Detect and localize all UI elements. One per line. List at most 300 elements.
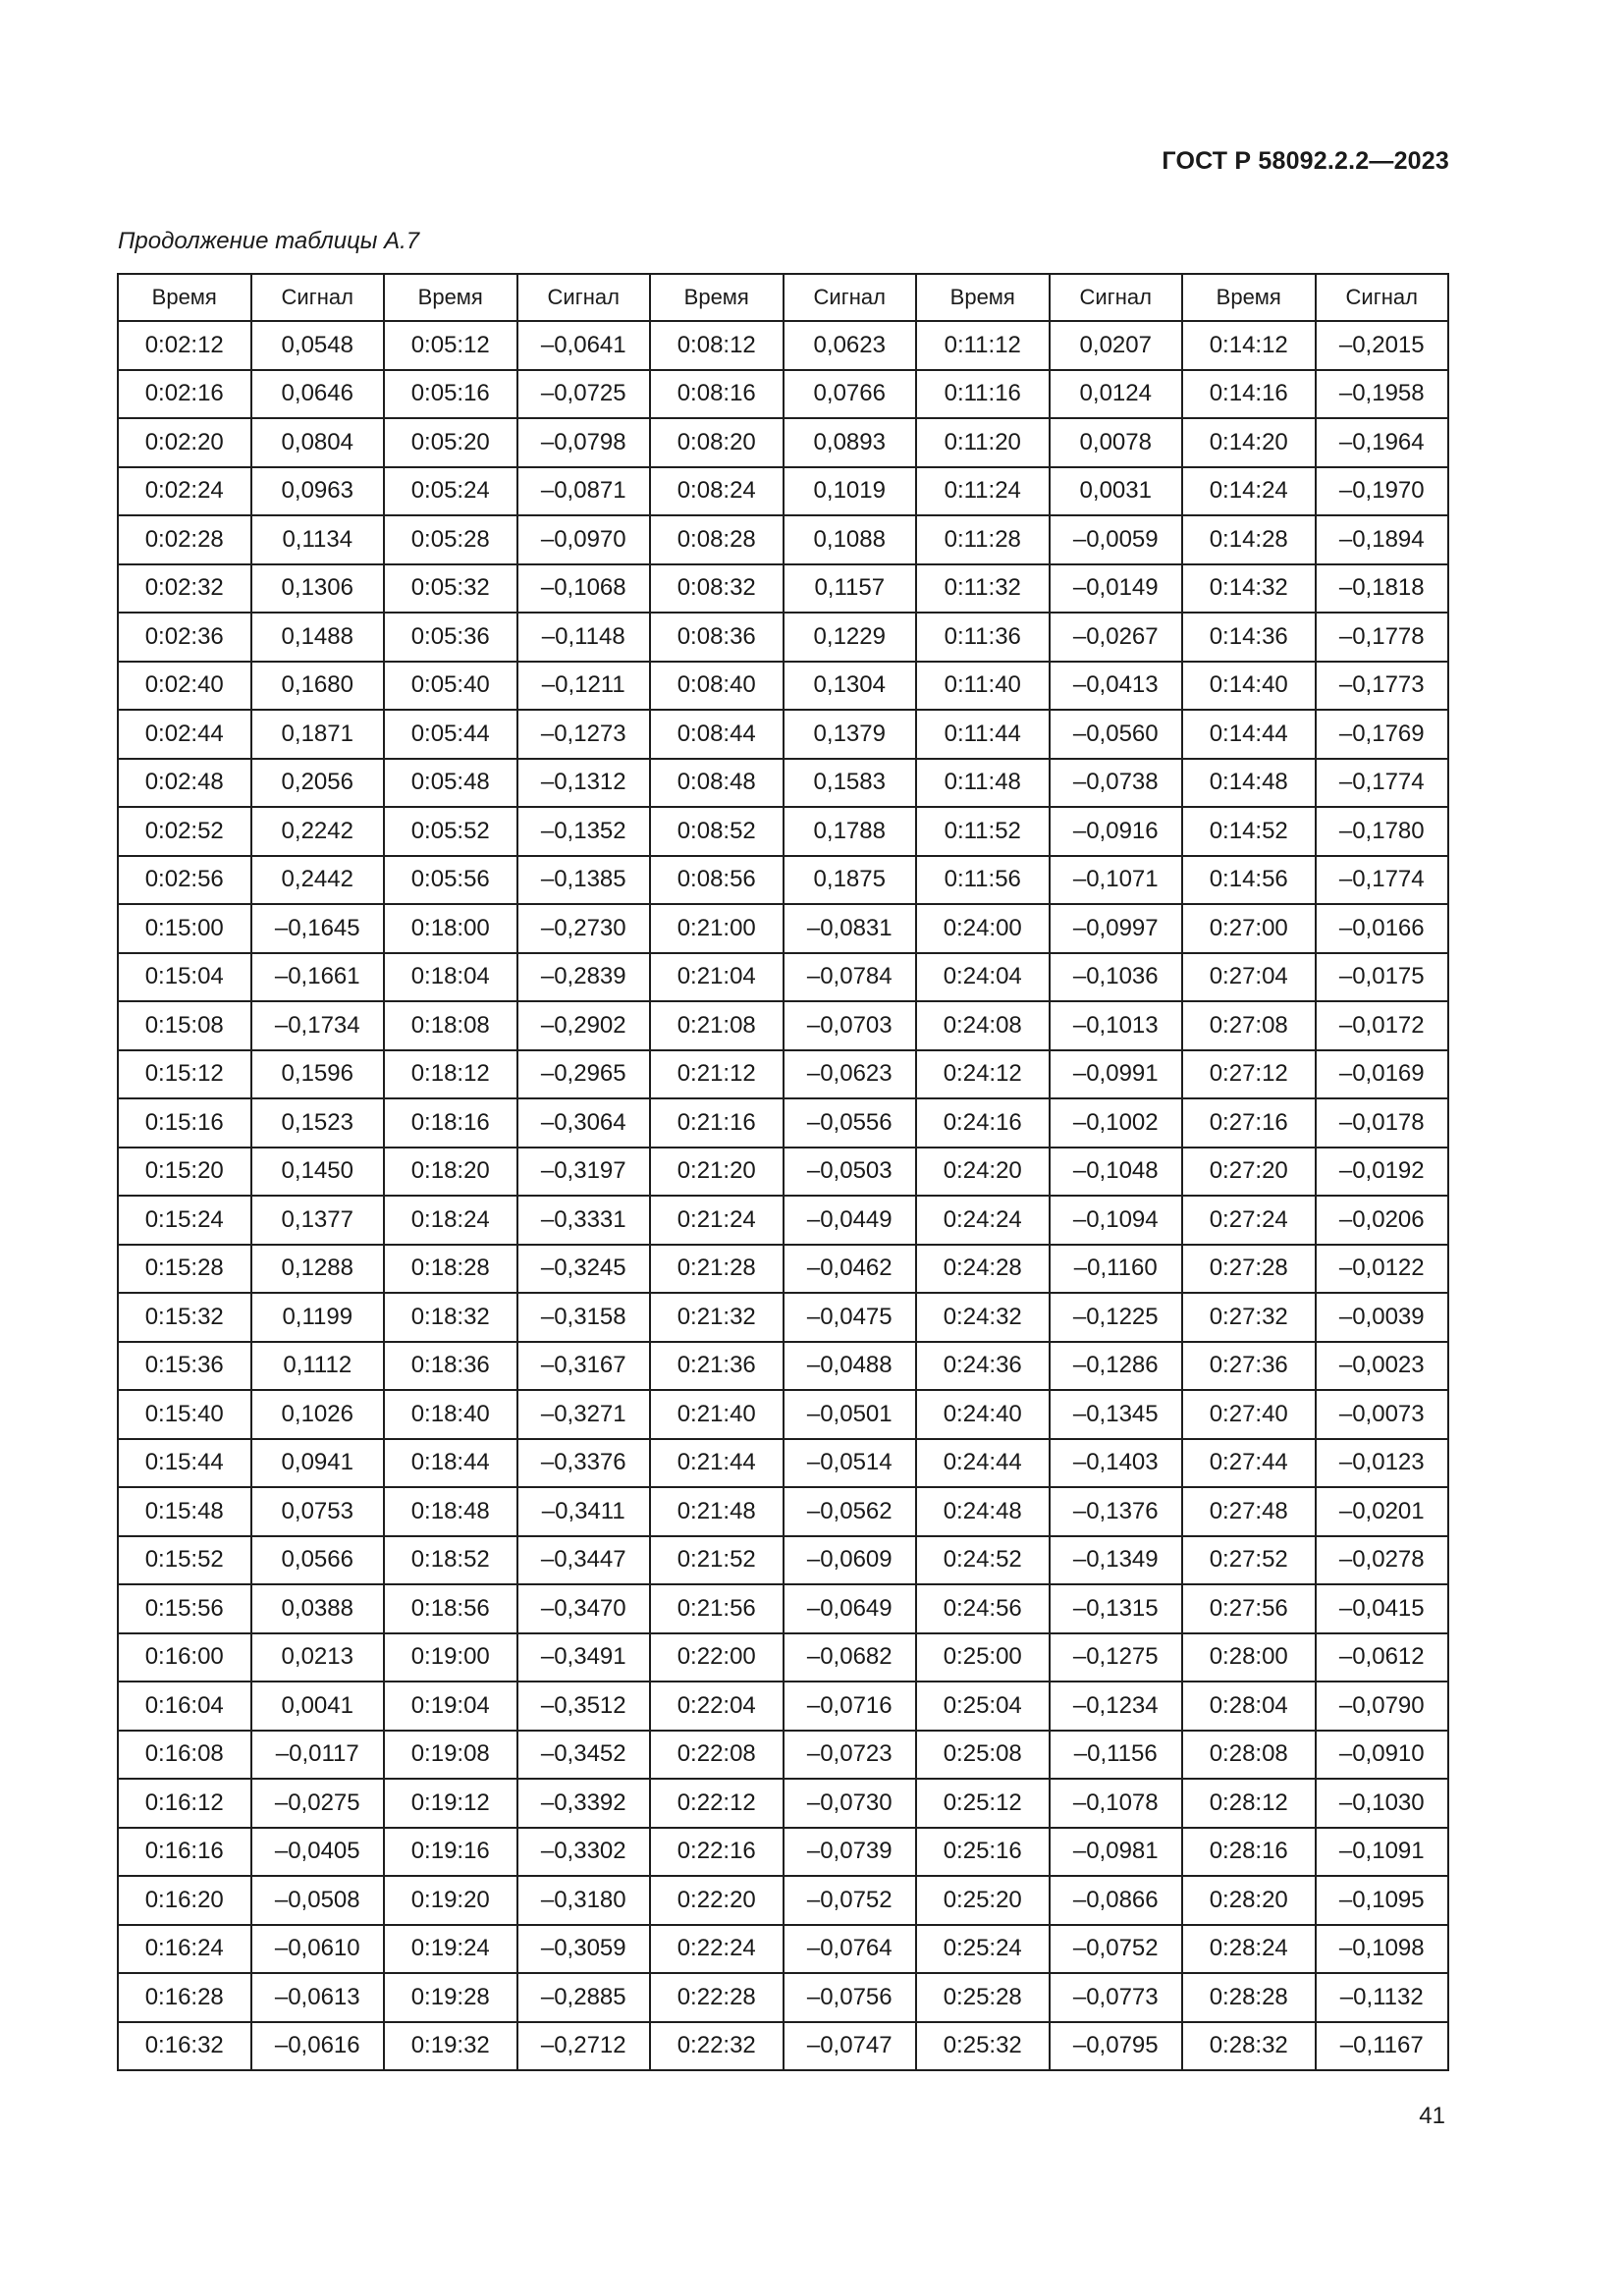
- time-cell: 0:02:24: [118, 467, 251, 516]
- table-row: [118, 1342, 1448, 1391]
- time-cell: 0:18:40: [384, 1390, 517, 1439]
- time-cell: 0:02:36: [118, 613, 251, 662]
- signal-cell: –0,0169: [1316, 1050, 1449, 1099]
- signal-cell: –0,1095: [1316, 1876, 1449, 1925]
- time-cell: 0:14:48: [1182, 759, 1316, 808]
- time-cell: 0:18:28: [384, 1245, 517, 1294]
- time-cell: 0:21:16: [650, 1098, 784, 1148]
- signal-cell: 0,1199: [251, 1293, 385, 1342]
- signal-cell: –0,0756: [784, 1973, 917, 2022]
- table-row: [118, 1633, 1448, 1682]
- signal-cell: –0,3376: [517, 1439, 651, 1488]
- time-cell: 0:05:40: [384, 662, 517, 711]
- signal-cell: –0,2965: [517, 1050, 651, 1099]
- time-cell: 0:05:12: [384, 321, 517, 370]
- time-cell: 0:19:08: [384, 1731, 517, 1780]
- time-cell: 0:22:24: [650, 1925, 784, 1974]
- signal-cell: –0,1275: [1050, 1633, 1183, 1682]
- signal-cell: –0,3411: [517, 1487, 651, 1536]
- time-cell: 0:28:20: [1182, 1876, 1316, 1925]
- time-cell: 0:14:36: [1182, 613, 1316, 662]
- signal-cell: –0,0206: [1316, 1196, 1449, 1245]
- signal-cell: –0,0798: [517, 418, 651, 467]
- table-row: [118, 321, 1448, 370]
- signal-cell: –0,0172: [1316, 1001, 1449, 1050]
- signal-cell: –0,0747: [784, 2022, 917, 2071]
- signal-cell: 0,0548: [251, 321, 385, 370]
- signal-cell: –0,0201: [1316, 1487, 1449, 1536]
- document-code: ГОСТ Р 58092.2.2—2023: [1162, 147, 1449, 175]
- signal-cell: 0,1596: [251, 1050, 385, 1099]
- signal-cell: –0,0613: [251, 1973, 385, 2022]
- column-header: Сигнал: [1316, 274, 1449, 321]
- time-cell: 0:08:20: [650, 418, 784, 467]
- time-cell: 0:19:00: [384, 1633, 517, 1682]
- signal-cell: 0,0766: [784, 370, 917, 419]
- signal-cell: –0,0609: [784, 1536, 917, 1585]
- time-cell: 0:24:48: [916, 1487, 1050, 1536]
- table-row: [118, 662, 1448, 711]
- time-cell: 0:27:20: [1182, 1148, 1316, 1197]
- signal-cell: 0,0941: [251, 1439, 385, 1488]
- signal-cell: –0,1167: [1316, 2022, 1449, 2071]
- signal-cell: –0,0562: [784, 1487, 917, 1536]
- time-cell: 0:22:28: [650, 1973, 784, 2022]
- signal-cell: –0,0475: [784, 1293, 917, 1342]
- time-cell: 0:28:00: [1182, 1633, 1316, 1682]
- time-cell: 0:25:04: [916, 1682, 1050, 1731]
- table-row: [118, 1973, 1448, 2022]
- time-cell: 0:15:44: [118, 1439, 251, 1488]
- column-header: Сигнал: [251, 274, 385, 321]
- signal-cell: 0,1112: [251, 1342, 385, 1391]
- time-cell: 0:15:16: [118, 1098, 251, 1148]
- time-cell: 0:22:08: [650, 1731, 784, 1780]
- time-cell: 0:02:52: [118, 807, 251, 856]
- time-cell: 0:08:24: [650, 467, 784, 516]
- time-cell: 0:11:56: [916, 856, 1050, 905]
- time-cell: 0:02:56: [118, 856, 251, 905]
- table-row: [118, 1050, 1448, 1099]
- time-cell: 0:19:04: [384, 1682, 517, 1731]
- signal-cell: –0,0073: [1316, 1390, 1449, 1439]
- time-cell: 0:24:20: [916, 1148, 1050, 1197]
- time-cell: 0:21:40: [650, 1390, 784, 1439]
- signal-cell: –0,0764: [784, 1925, 917, 1974]
- signal-cell: –0,1078: [1050, 1779, 1183, 1828]
- table-row: [118, 1098, 1448, 1148]
- time-cell: 0:15:56: [118, 1584, 251, 1633]
- table-row: [118, 1925, 1448, 1974]
- signal-cell: –0,1964: [1316, 418, 1449, 467]
- time-cell: 0:02:40: [118, 662, 251, 711]
- time-cell: 0:18:52: [384, 1536, 517, 1585]
- time-cell: 0:25:20: [916, 1876, 1050, 1925]
- signal-cell: –0,0649: [784, 1584, 917, 1633]
- signal-cell: –0,1030: [1316, 1779, 1449, 1828]
- signal-cell: –0,1970: [1316, 467, 1449, 516]
- time-cell: 0:27:56: [1182, 1584, 1316, 1633]
- time-cell: 0:15:28: [118, 1245, 251, 1294]
- signal-cell: –0,1098: [1316, 1925, 1449, 1974]
- signal-cell: –0,0501: [784, 1390, 917, 1439]
- signal-cell: –0,3245: [517, 1245, 651, 1294]
- time-cell: 0:18:48: [384, 1487, 517, 1536]
- time-cell: 0:22:32: [650, 2022, 784, 2071]
- time-cell: 0:05:36: [384, 613, 517, 662]
- time-cell: 0:22:00: [650, 1633, 784, 1682]
- signal-cell: –0,1068: [517, 564, 651, 614]
- signal-cell: –0,3491: [517, 1633, 651, 1682]
- signal-cell: 0,1019: [784, 467, 917, 516]
- time-cell: 0:08:12: [650, 321, 784, 370]
- column-header: Время: [916, 274, 1050, 321]
- signal-cell: –0,0831: [784, 904, 917, 953]
- table-row: [118, 2022, 1448, 2071]
- time-cell: 0:02:32: [118, 564, 251, 614]
- signal-cell: –0,0503: [784, 1148, 917, 1197]
- time-cell: 0:02:28: [118, 515, 251, 564]
- time-cell: 0:27:48: [1182, 1487, 1316, 1536]
- signal-cell: 0,0963: [251, 467, 385, 516]
- column-header: Время: [118, 274, 251, 321]
- signal-cell: 0,0646: [251, 370, 385, 419]
- time-cell: 0:16:12: [118, 1779, 251, 1828]
- time-cell: 0:27:12: [1182, 1050, 1316, 1099]
- time-cell: 0:21:32: [650, 1293, 784, 1342]
- time-cell: 0:19:16: [384, 1828, 517, 1877]
- time-cell: 0:15:04: [118, 953, 251, 1002]
- time-cell: 0:21:08: [650, 1001, 784, 1050]
- time-cell: 0:24:40: [916, 1390, 1050, 1439]
- table-body: [118, 321, 1448, 2070]
- signal-cell: –0,1013: [1050, 1001, 1183, 1050]
- signal-cell: –0,1958: [1316, 370, 1449, 419]
- time-cell: 0:19:24: [384, 1925, 517, 1974]
- signal-cell: –0,0514: [784, 1439, 917, 1488]
- time-cell: 0:21:12: [650, 1050, 784, 1099]
- time-cell: 0:11:52: [916, 807, 1050, 856]
- time-cell: 0:24:52: [916, 1536, 1050, 1585]
- signal-cell: –0,0175: [1316, 953, 1449, 1002]
- table-row: [118, 1245, 1448, 1294]
- time-cell: 0:21:04: [650, 953, 784, 1002]
- signal-cell: –0,1661: [251, 953, 385, 1002]
- signal-cell: 0,2056: [251, 759, 385, 808]
- time-cell: 0:16:00: [118, 1633, 251, 1682]
- table-row: [118, 1584, 1448, 1633]
- signal-cell: –0,0970: [517, 515, 651, 564]
- time-cell: 0:21:52: [650, 1536, 784, 1585]
- time-cell: 0:02:20: [118, 418, 251, 467]
- signal-cell: –0,0866: [1050, 1876, 1183, 1925]
- signal-cell: –0,0739: [784, 1828, 917, 1877]
- signal-cell: 0,1304: [784, 662, 917, 711]
- time-cell: 0:18:44: [384, 1439, 517, 1488]
- time-cell: 0:15:24: [118, 1196, 251, 1245]
- time-cell: 0:25:32: [916, 2022, 1050, 2071]
- time-cell: 0:08:56: [650, 856, 784, 905]
- signal-cell: –0,0488: [784, 1342, 917, 1391]
- signal-cell: 0,1788: [784, 807, 917, 856]
- signal-cell: –0,1156: [1050, 1731, 1183, 1780]
- data-table: [117, 273, 1449, 2071]
- table-row: [118, 1001, 1448, 1050]
- signal-cell: –0,0910: [1316, 1731, 1449, 1780]
- time-cell: 0:14:20: [1182, 418, 1316, 467]
- time-cell: 0:11:20: [916, 418, 1050, 467]
- time-cell: 0:11:44: [916, 710, 1050, 759]
- time-cell: 0:28:32: [1182, 2022, 1316, 2071]
- signal-cell: –0,1385: [517, 856, 651, 905]
- signal-cell: –0,0039: [1316, 1293, 1449, 1342]
- signal-cell: –0,1273: [517, 710, 651, 759]
- signal-cell: –0,0278: [1316, 1536, 1449, 1585]
- time-cell: 0:28:28: [1182, 1973, 1316, 2022]
- time-cell: 0:05:32: [384, 564, 517, 614]
- time-cell: 0:18:00: [384, 904, 517, 953]
- time-cell: 0:25:08: [916, 1731, 1050, 1780]
- signal-cell: –0,1774: [1316, 759, 1449, 808]
- signal-cell: –0,0871: [517, 467, 651, 516]
- time-cell: 0:15:12: [118, 1050, 251, 1099]
- signal-cell: 0,0078: [1050, 418, 1183, 467]
- time-cell: 0:24:16: [916, 1098, 1050, 1148]
- time-cell: 0:21:36: [650, 1342, 784, 1391]
- time-cell: 0:18:12: [384, 1050, 517, 1099]
- signal-cell: –0,1734: [251, 1001, 385, 1050]
- signal-cell: –0,1349: [1050, 1536, 1183, 1585]
- time-cell: 0:22:16: [650, 1828, 784, 1877]
- time-cell: 0:18:04: [384, 953, 517, 1002]
- signal-cell: –0,2712: [517, 2022, 651, 2071]
- signal-cell: –0,3180: [517, 1876, 651, 1925]
- time-cell: 0:08:44: [650, 710, 784, 759]
- signal-cell: –0,1352: [517, 807, 651, 856]
- signal-cell: –0,0508: [251, 1876, 385, 1925]
- table-row: [118, 1828, 1448, 1877]
- signal-cell: 0,0031: [1050, 467, 1183, 516]
- signal-cell: –0,1091: [1316, 1828, 1449, 1877]
- time-cell: 0:25:24: [916, 1925, 1050, 1974]
- time-cell: 0:14:52: [1182, 807, 1316, 856]
- time-cell: 0:16:20: [118, 1876, 251, 1925]
- time-cell: 0:14:40: [1182, 662, 1316, 711]
- time-cell: 0:27:52: [1182, 1536, 1316, 1585]
- signal-cell: –0,0723: [784, 1731, 917, 1780]
- time-cell: 0:18:08: [384, 1001, 517, 1050]
- time-cell: 0:22:12: [650, 1779, 784, 1828]
- signal-cell: –0,1774: [1316, 856, 1449, 905]
- time-cell: 0:27:32: [1182, 1293, 1316, 1342]
- signal-cell: 0,0623: [784, 321, 917, 370]
- time-cell: 0:18:24: [384, 1196, 517, 1245]
- signal-cell: –0,3271: [517, 1390, 651, 1439]
- signal-cell: –0,0178: [1316, 1098, 1449, 1148]
- signal-cell: –0,0117: [251, 1731, 385, 1780]
- time-cell: 0:24:24: [916, 1196, 1050, 1245]
- signal-cell: –0,0641: [517, 321, 651, 370]
- table-row: [118, 418, 1448, 467]
- table-row: [118, 1731, 1448, 1780]
- signal-cell: –0,3447: [517, 1536, 651, 1585]
- time-cell: 0:28:16: [1182, 1828, 1316, 1877]
- time-cell: 0:11:12: [916, 321, 1050, 370]
- signal-cell: –0,0192: [1316, 1148, 1449, 1197]
- signal-cell: 0,1288: [251, 1245, 385, 1294]
- signal-cell: –0,0991: [1050, 1050, 1183, 1099]
- signal-cell: –0,0790: [1316, 1682, 1449, 1731]
- table-header-row: [118, 274, 1448, 321]
- signal-cell: –0,1780: [1316, 807, 1449, 856]
- time-cell: 0:28:04: [1182, 1682, 1316, 1731]
- signal-cell: –0,3331: [517, 1196, 651, 1245]
- signal-cell: 0,1450: [251, 1148, 385, 1197]
- time-cell: 0:15:52: [118, 1536, 251, 1585]
- signal-cell: 0,0753: [251, 1487, 385, 1536]
- signal-cell: –0,0059: [1050, 515, 1183, 564]
- time-cell: 0:25:12: [916, 1779, 1050, 1828]
- time-cell: 0:25:16: [916, 1828, 1050, 1877]
- time-cell: 0:27:24: [1182, 1196, 1316, 1245]
- signal-cell: –0,1315: [1050, 1584, 1183, 1633]
- signal-cell: –0,1225: [1050, 1293, 1183, 1342]
- signal-cell: –0,1345: [1050, 1390, 1183, 1439]
- signal-cell: –0,0267: [1050, 613, 1183, 662]
- time-cell: 0:22:04: [650, 1682, 784, 1731]
- signal-cell: –0,0738: [1050, 759, 1183, 808]
- signal-cell: –0,1036: [1050, 953, 1183, 1002]
- signal-cell: –0,2902: [517, 1001, 651, 1050]
- signal-cell: –0,0784: [784, 953, 917, 1002]
- time-cell: 0:27:00: [1182, 904, 1316, 953]
- signal-cell: –0,1148: [517, 613, 651, 662]
- time-cell: 0:14:28: [1182, 515, 1316, 564]
- signal-cell: –0,0122: [1316, 1245, 1449, 1294]
- page-number: 41: [1419, 2103, 1445, 2129]
- time-cell: 0:02:44: [118, 710, 251, 759]
- time-cell: 0:05:56: [384, 856, 517, 905]
- column-header: Сигнал: [1050, 274, 1183, 321]
- time-cell: 0:08:52: [650, 807, 784, 856]
- time-cell: 0:11:24: [916, 467, 1050, 516]
- signal-cell: –0,0773: [1050, 1973, 1183, 2022]
- signal-cell: 0,0566: [251, 1536, 385, 1585]
- time-cell: 0:02:48: [118, 759, 251, 808]
- signal-cell: –0,3512: [517, 1682, 651, 1731]
- time-cell: 0:14:24: [1182, 467, 1316, 516]
- time-cell: 0:28:12: [1182, 1779, 1316, 1828]
- column-header: Время: [650, 274, 784, 321]
- time-cell: 0:21:24: [650, 1196, 784, 1245]
- signal-cell: –0,1312: [517, 759, 651, 808]
- time-cell: 0:24:28: [916, 1245, 1050, 1294]
- table-row: [118, 1196, 1448, 1245]
- signal-cell: –0,0981: [1050, 1828, 1183, 1877]
- time-cell: 0:21:48: [650, 1487, 784, 1536]
- signal-cell: –0,0795: [1050, 2022, 1183, 2071]
- time-cell: 0:28:08: [1182, 1731, 1316, 1780]
- table-row: [118, 710, 1448, 759]
- signal-cell: –0,0682: [784, 1633, 917, 1682]
- signal-cell: –0,3064: [517, 1098, 651, 1148]
- signal-cell: 0,1026: [251, 1390, 385, 1439]
- time-cell: 0:24:12: [916, 1050, 1050, 1099]
- time-cell: 0:24:44: [916, 1439, 1050, 1488]
- table-row: [118, 1536, 1448, 1585]
- column-header: Сигнал: [784, 274, 917, 321]
- column-header: Сигнал: [517, 274, 651, 321]
- time-cell: 0:27:04: [1182, 953, 1316, 1002]
- signal-cell: –0,0752: [784, 1876, 917, 1925]
- signal-cell: –0,0623: [784, 1050, 917, 1099]
- time-cell: 0:19:32: [384, 2022, 517, 2071]
- table-row: [118, 1293, 1448, 1342]
- signal-cell: –0,1645: [251, 904, 385, 953]
- signal-cell: –0,2839: [517, 953, 651, 1002]
- time-cell: 0:05:28: [384, 515, 517, 564]
- signal-cell: –0,1132: [1316, 1973, 1449, 2022]
- time-cell: 0:08:16: [650, 370, 784, 419]
- signal-cell: –0,0275: [251, 1779, 385, 1828]
- time-cell: 0:08:28: [650, 515, 784, 564]
- time-cell: 0:11:40: [916, 662, 1050, 711]
- signal-cell: –0,3470: [517, 1584, 651, 1633]
- signal-cell: –0,1778: [1316, 613, 1449, 662]
- signal-cell: 0,0041: [251, 1682, 385, 1731]
- signal-cell: –0,0703: [784, 1001, 917, 1050]
- signal-cell: –0,3059: [517, 1925, 651, 1974]
- time-cell: 0:14:12: [1182, 321, 1316, 370]
- time-cell: 0:14:56: [1182, 856, 1316, 905]
- signal-cell: –0,2885: [517, 1973, 651, 2022]
- signal-cell: 0,1488: [251, 613, 385, 662]
- signal-cell: –0,1286: [1050, 1342, 1183, 1391]
- time-cell: 0:21:20: [650, 1148, 784, 1197]
- signal-cell: –0,2730: [517, 904, 651, 953]
- time-cell: 0:16:04: [118, 1682, 251, 1731]
- table-row: [118, 1148, 1448, 1197]
- table-row: [118, 564, 1448, 614]
- signal-cell: 0,0124: [1050, 370, 1183, 419]
- signal-cell: –0,1818: [1316, 564, 1449, 614]
- signal-cell: –0,1002: [1050, 1098, 1183, 1148]
- signal-cell: –0,1048: [1050, 1148, 1183, 1197]
- signal-cell: 0,2242: [251, 807, 385, 856]
- time-cell: 0:25:28: [916, 1973, 1050, 2022]
- time-cell: 0:24:08: [916, 1001, 1050, 1050]
- time-cell: 0:16:32: [118, 2022, 251, 2071]
- time-cell: 0:21:44: [650, 1439, 784, 1488]
- time-cell: 0:18:16: [384, 1098, 517, 1148]
- time-cell: 0:24:32: [916, 1293, 1050, 1342]
- time-cell: 0:27:28: [1182, 1245, 1316, 1294]
- time-cell: 0:08:40: [650, 662, 784, 711]
- time-cell: 0:15:20: [118, 1148, 251, 1197]
- time-cell: 0:19:20: [384, 1876, 517, 1925]
- column-header: Время: [1182, 274, 1316, 321]
- time-cell: 0:27:08: [1182, 1001, 1316, 1050]
- time-cell: 0:24:36: [916, 1342, 1050, 1391]
- table-row: [118, 807, 1448, 856]
- signal-cell: –0,1376: [1050, 1487, 1183, 1536]
- signal-cell: –0,0916: [1050, 807, 1183, 856]
- signal-cell: –0,0413: [1050, 662, 1183, 711]
- signal-cell: 0,1523: [251, 1098, 385, 1148]
- table-row: [118, 1439, 1448, 1488]
- table-row: [118, 1390, 1448, 1439]
- table-row: [118, 1487, 1448, 1536]
